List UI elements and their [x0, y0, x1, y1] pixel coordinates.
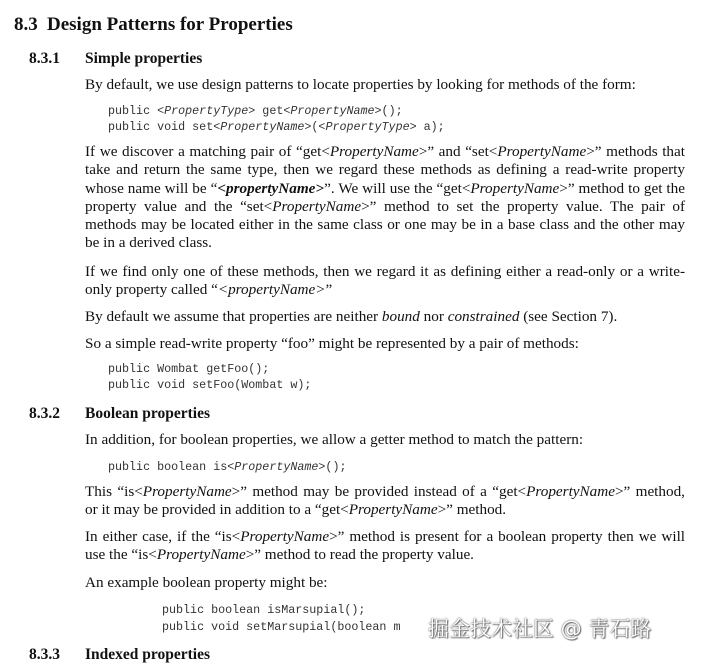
subsection-title: Simple properties — [85, 50, 203, 67]
code-get-foo: public Wombat getFoo(); — [108, 362, 270, 376]
boolean-paragraph-example: An example boolean property might be: — [85, 574, 328, 591]
subsection-heading-simple — [29, 49, 202, 69]
section-title: Design Patterns for Properties — [47, 14, 293, 35]
section-number: 8.3 — [14, 14, 38, 35]
subsection-number: 8.3.2 — [29, 405, 60, 422]
subsection-heading-boolean — [29, 404, 210, 424]
boolean-paragraph-either: In either case, if the “is<PropertyName>” method is present for a boolean property then we will use the “is<PropertyName>” method to read the property value. — [85, 528, 686, 564]
code-is-pattern: public boolean is<PropertyName>(); — [108, 460, 347, 474]
simple-paragraph-example: So a simple read-write property “foo” might be represented by a pair of methods: — [85, 335, 579, 352]
code-set-marsupial: public void setMarsupial(boolean m — [162, 620, 401, 634]
code-getter-pattern: public <PropertyType> get<PropertyName>(); — [108, 104, 403, 118]
code-set-foo: public void setFoo(Wombat w); — [108, 378, 312, 392]
watermark: 掘金技术社区 @ 青石路 — [428, 617, 652, 641]
subsection-heading-indexed — [29, 645, 210, 665]
simple-paragraph-pair: If we discover a matching pair of “get<PropertyName>” and “set<PropertyName>” methods that take and return the same type, then we regard these methods as defining a read-write property whose name will be “<propertyName>”. We will use the “get<PropertyName>” method to get the property value and the “set<PropertyName>” method to set the property value. The pair of methods may be located either in the same class or one may be in a base class and the other may be in a derived class. — [85, 143, 685, 252]
simple-paragraph-single: If we find only one of these methods, then we regard it as defining either a read-only or a write-only property called “<propertyName>” — [85, 263, 685, 299]
section-heading — [14, 13, 293, 37]
simple-paragraph-bound: By default we assume that properties are neither bound nor constrained (see Section 7). — [85, 308, 618, 325]
boolean-intro-paragraph: In addition, for boolean properties, we allow a getter method to match the pattern: — [85, 431, 584, 448]
code-setter-pattern: public void set<PropertyName>(<PropertyType> a); — [108, 120, 445, 134]
subsection-number: 8.3.3 — [29, 646, 60, 663]
subsection-title: Indexed properties — [85, 646, 211, 663]
subsection-title: Boolean properties — [85, 405, 210, 422]
simple-intro-paragraph: By default, we use design patterns to locate properties by looking for methods of the form: — [85, 76, 636, 93]
boolean-paragraph-is: This “is<PropertyName>” method may be provided instead of a “get<PropertyName>” method, or it may be provided in addition to a “get<PropertyName>” method. — [85, 483, 685, 519]
code-is-marsupial: public boolean isMarsupial(); — [162, 603, 366, 617]
subsection-number: 8.3.1 — [29, 50, 60, 67]
